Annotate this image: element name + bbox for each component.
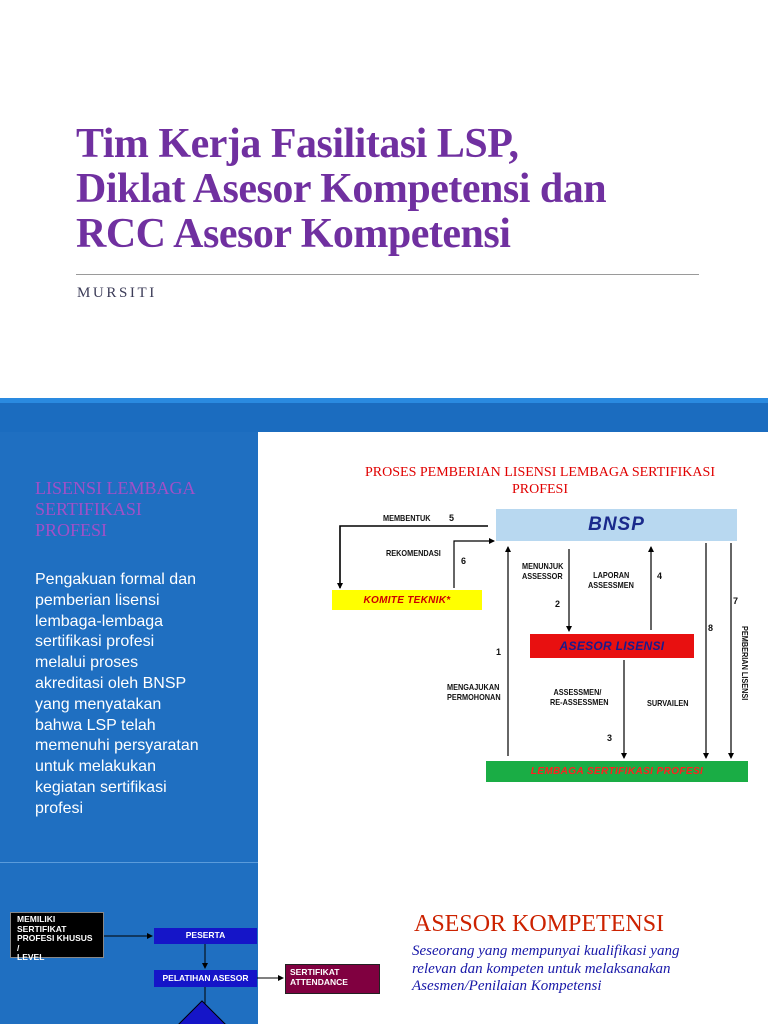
label-menunjuk — [522, 561, 563, 581]
arrow-rekomendasi — [454, 541, 494, 588]
number-8: 8 — [708, 623, 714, 633]
title-slide — [0, 0, 768, 398]
slide-title — [76, 122, 716, 257]
memiliki-sertifikat-box — [10, 912, 104, 962]
left-panel-body-line: sertifikasi profesi — [35, 633, 155, 651]
label-menunjuk-line: ASSESSOR — [522, 571, 563, 581]
number-5: 5 — [449, 513, 455, 523]
number-2: 2 — [555, 599, 561, 609]
label-menunjuk-line: MENUNJUK — [522, 561, 564, 571]
pelatihan-asesor-box: PELATIHAN ASESOR — [154, 970, 257, 987]
slide-title-line: RCC Asesor Kompetensi — [76, 211, 511, 257]
asesor-kompetensi-line: Seseorang yang mempunyai kualifikasi yang — [412, 943, 680, 959]
label-assessmen — [550, 687, 608, 707]
diagram-title-line: PROSES PEMBERIAN LISENSI LEMBAGA SERTIFIKASI — [365, 465, 715, 480]
label-mengajukan-line: PERMOHONAN — [447, 692, 501, 702]
diagram-title — [320, 464, 760, 498]
asesor-kompetensi-line: Asesmen/Penilaian Kompetensi — [412, 978, 602, 994]
left-panel-body-line: lembaga-lembaga — [35, 612, 164, 630]
label-rekomendasi: REKOMENDASI — [386, 548, 441, 558]
label-laporan-line: LAPORAN — [593, 570, 630, 580]
left-panel-body-line: pemberian lisensi — [35, 591, 160, 609]
sertifikat-attendance-box — [285, 964, 380, 994]
number-7: 7 — [733, 596, 739, 606]
label-survailen: SURVAILEN — [647, 698, 689, 708]
bnsp-box: BNSP — [496, 509, 737, 541]
memiliki-sertifikat-line: PROFESI KHUSUS / — [17, 933, 93, 953]
number-1: 1 — [496, 647, 502, 657]
label-laporan-line: ASSESSMEN — [588, 580, 634, 590]
label-membentuk: MEMBENTUK — [383, 513, 431, 523]
slide-header-band — [0, 398, 768, 432]
left-panel-body-line: untuk melakukan — [35, 758, 156, 776]
komite-teknik-box: KOMITE TEKNIK* — [332, 590, 482, 610]
peserta-box: PESERTA — [154, 928, 257, 944]
asesor-kompetensi-definition — [412, 943, 752, 996]
left-panel-body-line: akreditasi oleh BNSP — [35, 674, 187, 692]
asesor-kompetensi-title: ASESOR KOMPETENSI — [414, 911, 665, 937]
left-panel-heading — [35, 478, 245, 541]
slide-header-highlight — [0, 398, 768, 403]
label-assessmen-line: RE-ASSESSMEN — [550, 697, 609, 707]
number-3: 3 — [607, 733, 613, 743]
left-panel-body-line: bahwa LSP telah — [35, 716, 156, 734]
left-panel-body-line: profesi — [35, 799, 84, 817]
number-6: 6 — [461, 556, 467, 566]
diagram-title-line: PROFESI — [511, 482, 569, 497]
left-panel-body-line: kegiatan sertifikasi — [35, 778, 167, 796]
memiliki-sertifikat-line: MEMILIKI — [17, 914, 56, 924]
left-panel-heading-line: PROFESI — [35, 520, 108, 540]
slide-title-line: Diklat Asesor Kompetensi dan — [76, 166, 607, 212]
asesor-kompetensi-line: relevan dan kompeten untuk melaksanakan — [412, 960, 671, 977]
panel-divider — [0, 862, 258, 863]
left-panel-body — [35, 570, 240, 820]
left-panel-heading-line: LISENSI LEMBAGA — [35, 478, 196, 498]
label-mengajukan-line: MENGAJUKAN — [447, 682, 500, 692]
left-panel-body-line: Pengakuan formal dan — [35, 571, 196, 588]
slide-subtitle: MURSITI — [77, 285, 157, 301]
asesor-lisensi-box: ASESOR LISENSI — [530, 634, 694, 658]
label-laporan — [588, 570, 634, 590]
title-divider — [76, 274, 699, 275]
memiliki-sertifikat-line: LEVEL — [17, 952, 45, 962]
sertifikat-attendance-line: SERTIFIKAT — [290, 967, 340, 977]
left-panel-body-line: yang menyatakan — [35, 695, 162, 713]
left-panel-body-line: memenuhi persyaratan — [35, 737, 199, 755]
number-4: 4 — [657, 571, 663, 581]
left-panel-heading-line: SERTIFIKASI — [35, 499, 142, 519]
sertifikat-attendance-line: ATTENDANCE — [290, 976, 348, 987]
left-panel-body-line: melalui proses — [35, 654, 139, 672]
memiliki-sertifikat-line: SERTIFIKAT — [17, 923, 67, 934]
label-mengajukan — [447, 682, 501, 702]
label-assessmen-line: ASSESSMEN/ — [553, 687, 602, 697]
lembaga-sertifikasi-box: LEMBAGA SERTIFIKASI PROFESI — [486, 761, 748, 782]
slide-title-line: Tim Kerja Fasilitasi LSP, — [76, 121, 519, 167]
label-pemberian-lisensi: PEMBERIAN LISENSI — [740, 626, 750, 701]
